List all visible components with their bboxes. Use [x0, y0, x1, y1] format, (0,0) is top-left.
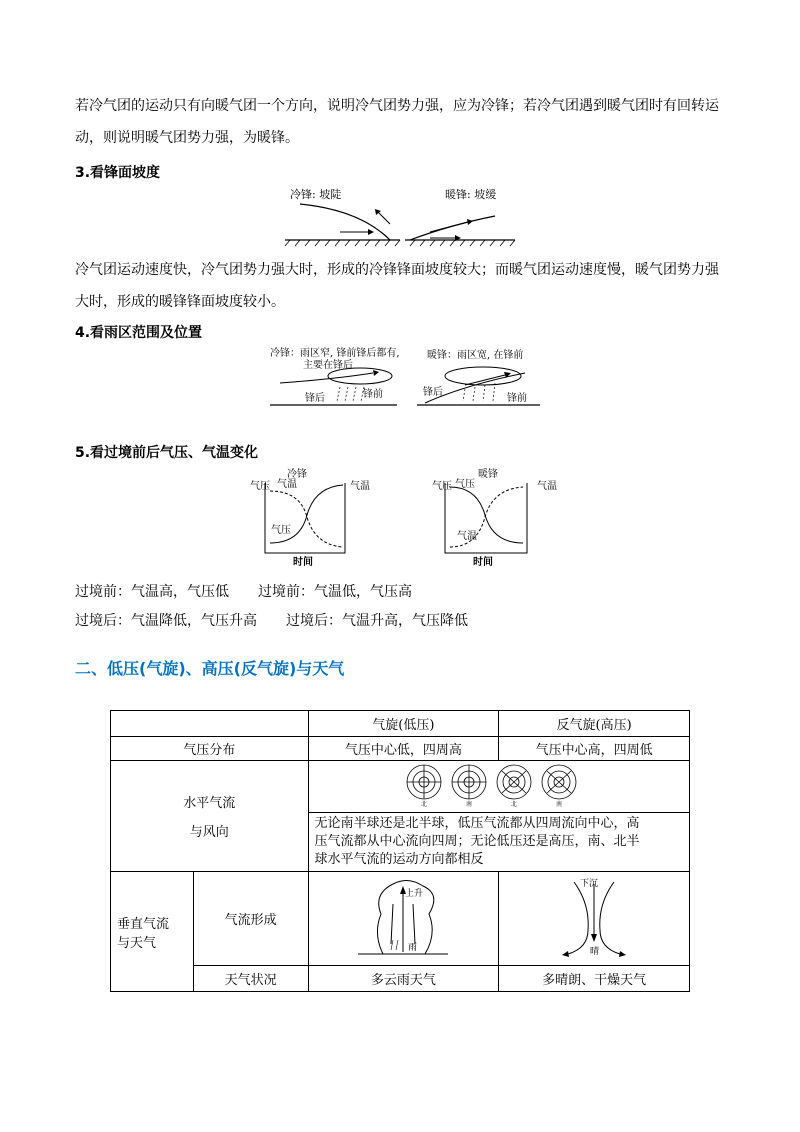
svg-text:雨: 雨	[408, 942, 418, 953]
anticyclone-pressure: 气压中心高，四周低	[499, 737, 690, 761]
row-pressure: 气压分布	[111, 737, 309, 761]
svg-text:下沉: 下沉	[580, 878, 599, 889]
svg-text:气温: 气温	[350, 481, 370, 492]
header-cyclone: 气旋(低压)	[308, 711, 499, 737]
before-cold: 过境前：气温高，气压低	[75, 584, 229, 600]
paragraph-line: 大时，形成的暖锋锋面坡度较小。	[75, 294, 285, 310]
before-warm: 过境前：气温低，气压高	[258, 584, 412, 600]
pressure-circles-figure	[399, 762, 599, 808]
cold-rain-title-2: 主要在锋后	[303, 360, 353, 371]
warm-rain-title: 暖锋：雨区宽, 在锋前	[427, 350, 524, 361]
svg-text:时间: 时间	[473, 557, 493, 568]
row-flow: 水平气流 与风向	[111, 761, 309, 872]
cyclone-weather: 多云雨天气	[308, 966, 499, 992]
svg-text:南: 南	[465, 800, 472, 808]
heading-rain: 4.看雨区范围及位置	[75, 325, 203, 341]
header-anticyclone: 反气旋(高压)	[499, 711, 690, 737]
cold-rain-title: 冷锋：雨区窄, 锋前锋后都有,	[270, 348, 400, 359]
warm-front-label: 锋前	[507, 393, 527, 404]
pressure-temp-figure	[245, 465, 575, 570]
heading-pressure-temp: 5.看过境前后气压、气温变化	[75, 445, 259, 461]
anticyclone-vertical-figure	[499, 872, 690, 966]
table-corner	[111, 711, 309, 737]
cold-back-label: 锋后	[305, 393, 325, 404]
sub-formation: 气流形成	[193, 872, 308, 966]
after-cold: 过境后：气温降低，气压升高	[75, 613, 257, 629]
flow-description: 无论南半球还是北半球，低压气流都从四周流向中心，高 压气流都从中心流向四周；无论低压还是高压，南、北半 球水平气流的运动方向都相反	[308, 813, 689, 872]
paragraph-line: 冷气团运动速度快，冷气团势力强大时，形成的冷锋锋面坡度较大；而暖气团运动速度慢，暖气团势力强	[75, 262, 719, 278]
section-title: 二、低压(气旋)、高压(反气旋)与天气	[75, 659, 345, 678]
paragraph-line: 动，则说明暖气团势力强，为暖锋。	[75, 130, 299, 146]
cold-slope-label: 冷锋: 坡陡	[290, 188, 342, 201]
cyclone-pressure: 气压中心低，四周高	[308, 737, 499, 761]
svg-text:冷锋: 冷锋	[287, 469, 307, 480]
anticyclone-weather: 多晴朗、干燥天气	[499, 966, 690, 992]
warm-front-chart	[432, 467, 557, 568]
rain-area-figure	[265, 343, 545, 413]
svg-text:气温: 气温	[457, 531, 477, 542]
sub-weather: 天气状况	[193, 966, 308, 992]
row-vertical: 垂直气流 与天气	[111, 872, 194, 992]
warm-back-label: 锋后	[423, 387, 443, 398]
svg-text:气压: 气压	[455, 479, 475, 490]
front-slope-figure	[280, 180, 520, 250]
flow-circles	[308, 761, 689, 813]
svg-text:气温: 气温	[277, 479, 297, 490]
cold-front-chart	[250, 467, 370, 568]
cold-front-label: 锋前	[363, 389, 383, 400]
svg-text:晴: 晴	[590, 946, 600, 957]
svg-text:气温: 气温	[537, 481, 557, 492]
paragraph-line: 若冷气团的运动只有向暖气团一个方向，说明冷气团势力强，应为冷锋；若冷气团遇到暖气团时有回转运	[75, 98, 719, 114]
cyclone-vertical-figure	[308, 872, 499, 966]
cyclone-table	[110, 710, 690, 992]
warm-slope-label: 暖锋: 坡缓	[445, 188, 497, 201]
svg-text:南: 南	[555, 800, 562, 808]
svg-text:气压: 气压	[271, 525, 291, 536]
svg-text:北: 北	[420, 800, 427, 808]
after-warm: 过境后：气温升高，气压降低	[286, 613, 468, 629]
svg-text:上升: 上升	[405, 888, 424, 899]
svg-text:暖锋: 暖锋	[478, 469, 498, 480]
svg-text:气压: 气压	[250, 481, 270, 492]
heading-slope: 3.看锋面坡度	[75, 165, 161, 181]
svg-text:北: 北	[510, 800, 517, 808]
svg-text:时间: 时间	[293, 557, 313, 568]
svg-text:气压: 气压	[432, 481, 452, 492]
